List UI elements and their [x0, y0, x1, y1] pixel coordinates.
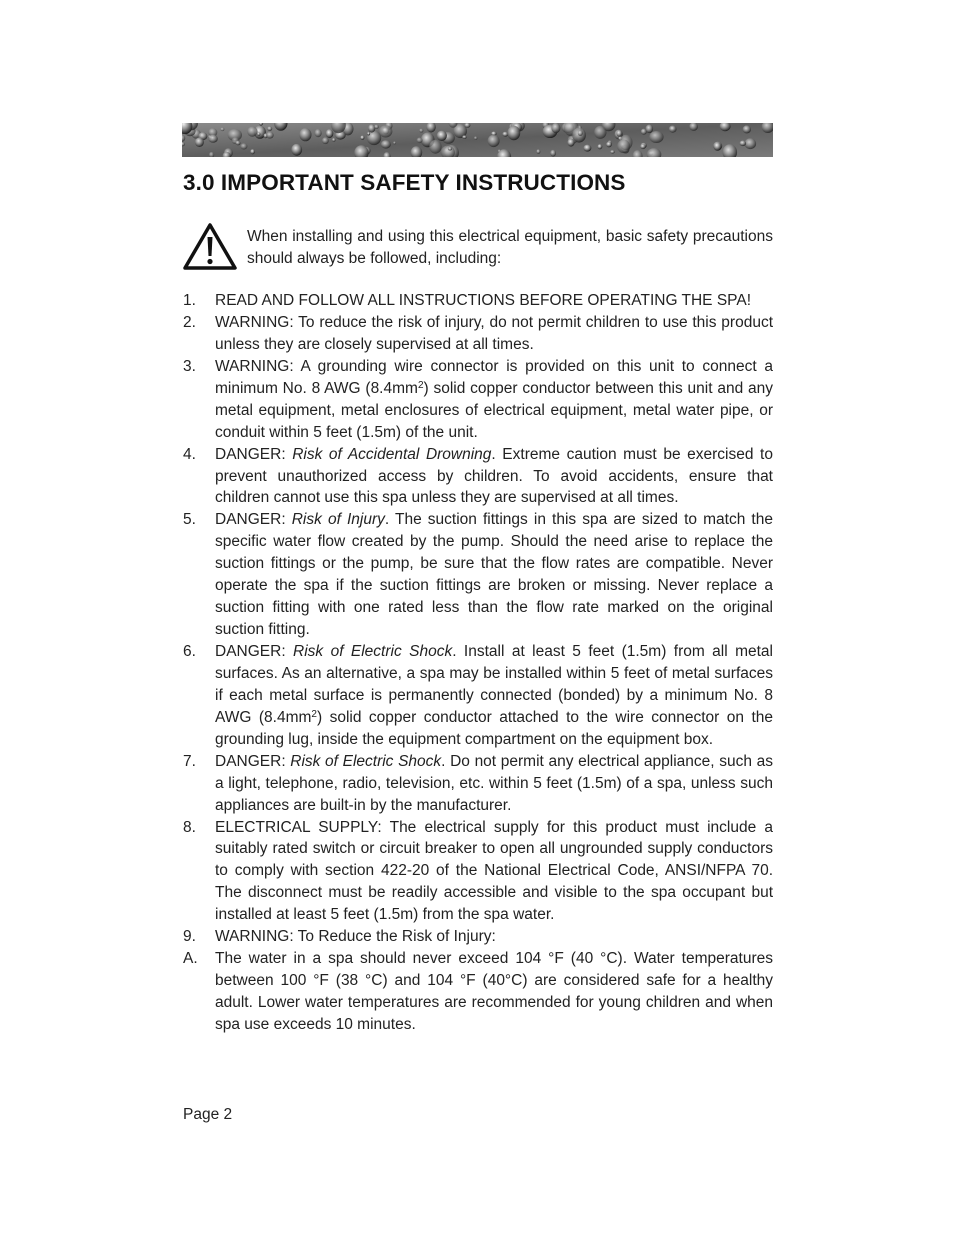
list-item	[183, 509, 773, 641]
list-item-text	[215, 819, 773, 924]
water-droplet	[266, 132, 274, 139]
list-item-text	[215, 928, 496, 945]
text-segment: WARNING: A grounding wire connector is provided on this unit to connect a minimum No. 8 AWG (8.4mm	[215, 357, 773, 397]
list-item-number: 3.	[183, 357, 196, 375]
water-droplet	[322, 137, 329, 144]
water-droplet	[417, 138, 423, 144]
water-droplet	[429, 140, 441, 154]
text-segment: . Install at least 5 feet (1.5m) from all metal surfaces. As an alternative, a spa may be installed within 5 feet of metal surfaces if each metal surface is permanently connected (bonded) by a minimum No. 8 AWG (8.4mm	[215, 643, 773, 726]
water-droplet	[464, 123, 470, 128]
water-droplet	[740, 141, 747, 147]
list-item	[183, 312, 773, 356]
water-droplet	[195, 137, 204, 147]
text-segment: . Extreme caution must be exercised to prevent unauthorized access by children. To avoid accidents, ensure that children cannot use this spa unless they are supervised at all times.	[215, 445, 773, 507]
water-droplet	[374, 125, 379, 129]
water-droplet	[240, 143, 247, 149]
list-item-text	[215, 643, 773, 748]
safety-instructions-list	[183, 290, 773, 1036]
list-item-number: 4.	[183, 445, 196, 463]
hazard-name: Risk of Injury	[291, 511, 385, 529]
water-droplet	[247, 127, 257, 137]
text-segment: ELECTRICAL SUPPLY: The electrical supply for this product must include a suitably rated switch or circuit breaker to open all ungrounded supply conductors to comply with section 422-20 of the National Electrical Code, ANSI/NFPA 70. The disconnect must be readily accessible and visible to the spa occupant but installed at least 5 feet (1.5m) from the spa water.	[215, 818, 773, 924]
list-item-number: 8.	[183, 818, 196, 836]
text-segment: DANGER:	[215, 445, 293, 463]
water-droplet	[743, 125, 751, 133]
water-droplet	[448, 147, 452, 151]
list-item-text	[215, 511, 773, 638]
water-droplet	[610, 150, 615, 154]
water-droplet	[381, 140, 391, 148]
hazard-name: Risk of Accidental Drowning	[292, 445, 492, 463]
list-item	[183, 948, 773, 1036]
list-item-text	[215, 358, 773, 441]
list-item	[183, 751, 773, 817]
water-droplet	[257, 133, 260, 136]
list-item-number: 9.	[183, 928, 196, 946]
water-droplet	[250, 149, 255, 154]
water-droplet	[474, 136, 477, 139]
list-item	[183, 926, 773, 948]
water-droplet	[502, 132, 508, 137]
water-droplet	[551, 123, 560, 133]
list-item-number: 6.	[183, 643, 196, 660]
page-title: 3.0 IMPORTANT SAFETY INSTRUCTIONS	[183, 170, 626, 195]
list-item-number: 1.	[183, 292, 196, 309]
text-segment: WARNING: To Reduce the Risk of Injury:	[215, 928, 496, 946]
water-droplet	[617, 140, 630, 154]
water-droplet	[291, 144, 302, 156]
water-droplet	[360, 136, 364, 140]
water-droplet	[594, 126, 606, 139]
water-droplet	[598, 144, 603, 149]
water-droplet	[220, 128, 224, 132]
page-number: Page 2	[183, 1106, 233, 1123]
text-segment: DANGER:	[215, 643, 294, 660]
water-droplet	[332, 138, 336, 142]
list-item	[183, 356, 773, 444]
list-item-number: 7.	[183, 752, 196, 770]
water-droplet	[326, 129, 334, 138]
text-segment: ) solid copper conductor between this unit and any metal equipment, metal enclosures of electrical equipment, metal water pipe, or conduit within 5 feet (1.5m) of the unit.	[215, 379, 773, 441]
text-segment: DANGER:	[215, 752, 291, 770]
water-droplet	[267, 126, 272, 131]
list-item-text	[215, 314, 773, 353]
water-droplet	[646, 125, 654, 134]
water-droplet	[584, 145, 592, 152]
hazard-name: Risk of Electric Shock	[293, 643, 453, 660]
text-segment: READ AND FOLLOW ALL INSTRUCTIONS BEFORE OPERATING THE SPA!	[215, 292, 751, 309]
text-segment: WARNING: To reduce the risk of injury, do not permit children to use this product unless they are closely supervised at all times.	[215, 313, 773, 353]
safety-intro-text: When installing and using this electrical equipment, basic safety precautions should always be followed, including:	[247, 228, 773, 267]
list-item-number: A.	[183, 950, 198, 968]
warning-triangle-icon	[182, 222, 238, 272]
list-item-number: 5.	[183, 511, 196, 529]
water-droplet-texture	[182, 123, 773, 157]
water-droplet	[567, 139, 574, 147]
superscript: 2	[311, 708, 317, 720]
water-droplet	[550, 150, 556, 157]
water-droplet	[236, 141, 241, 146]
list-item	[183, 290, 773, 312]
text-segment: DANGER:	[215, 511, 292, 529]
list-item-text	[215, 753, 773, 814]
water-droplet	[616, 130, 622, 137]
water-droplet	[367, 132, 370, 135]
hazard-name: Risk of Electric Shock	[290, 752, 442, 770]
water-droplet	[669, 126, 677, 133]
water-droplet	[462, 135, 466, 138]
water-droplet	[437, 131, 447, 141]
water-droplet	[488, 135, 500, 147]
text-segment: . Do not permit any electrical appliance, such as a light, telephone, radio, television, etc. within 5 feet (1.5m) of a spa, unless such appliances are built-in by the manufacturer.	[215, 752, 773, 814]
list-item-text	[215, 292, 751, 309]
water-droplet	[315, 129, 322, 137]
list-item-number: 2.	[183, 313, 196, 331]
water-droplet	[578, 130, 583, 136]
water-droplet	[393, 141, 396, 144]
list-item	[183, 444, 773, 510]
water-droplet	[419, 129, 423, 133]
list-item-text	[215, 950, 773, 1033]
water-droplet	[208, 135, 217, 143]
water-droplet	[507, 126, 520, 140]
water-droplet	[536, 149, 540, 154]
text-segment: ) solid copper conductor attached to the wire connector on the grounding lug, inside the equipment compartment on the equipment box.	[215, 708, 773, 748]
text-segment: The water in a spa should never exceed 104 °F (40 °C). Water temperatures between 100 °F (38 °C) and 104 °F (40°C) are considered safe for a healthy adult. Lower water temperatures are recommended for young children and when spa use exceeds 10 minutes.	[215, 950, 773, 1033]
water-droplet	[745, 138, 757, 149]
water-droplet	[368, 124, 375, 132]
water-droplet-banner	[182, 123, 773, 157]
list-item	[183, 817, 773, 927]
superscript: 2	[417, 379, 424, 391]
list-item	[183, 641, 773, 751]
water-droplet	[606, 142, 612, 148]
water-droplet	[649, 131, 663, 143]
water-droplet	[299, 128, 311, 141]
water-droplet	[379, 125, 393, 137]
text-segment: . The suction fittings in this spa are sized to match the specific water flow created by the pump. Should the need arise to replace the suction fittings or the pump, be sure that the flow rates are compatible. Never operate the spa if the suction fittings are broken or missing. Never replace a suction fitting with one rated less than the flow rate marked on the original suction fitting.	[215, 511, 773, 639]
water-droplet	[714, 142, 722, 151]
water-droplet	[640, 144, 646, 149]
list-item-text	[215, 446, 773, 507]
